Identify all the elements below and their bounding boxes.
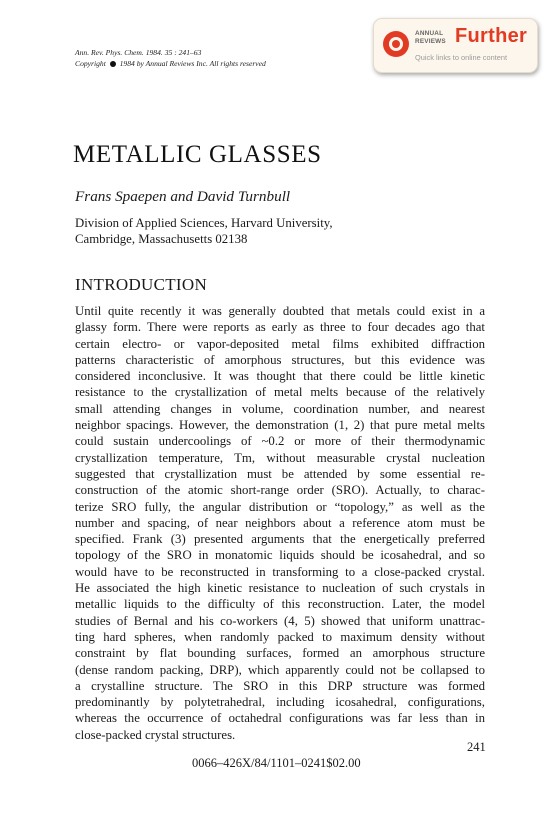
badge-reviews-label: REVIEWS	[415, 38, 446, 45]
copyright-line	[75, 58, 266, 69]
body-line: Until quite recently it was generally doubted that metals could exist in a	[75, 304, 485, 318]
section-heading: INTRODUCTION	[75, 275, 208, 294]
annual-reviews-logo-icon	[383, 31, 409, 57]
author-affiliation	[75, 215, 333, 247]
body-line: patterns characteristic of amorphous structures, but this evidence was	[75, 352, 485, 367]
body-line: terize SRO fully, the angular distribution or “topology,” as well as the	[75, 499, 485, 514]
body-line: metallic liquids to the difficulty of this reconstruction. Later, the model	[75, 597, 485, 612]
affiliation-line2: Cambridge, Massachusetts 02138	[75, 232, 248, 247]
body-line: glassy form. There were reports as early as three to four decades ago that	[75, 320, 485, 335]
article-title: METALLIC GLASSES	[73, 141, 322, 168]
body-line: studies of Bernal and his co-workers (4, 5) showed that uniform unattrac-	[75, 613, 485, 628]
affiliation-line1: Division of Applied Sciences, Harvard University,	[75, 216, 333, 230]
body-line: small attending changes in volume, coordination number, and nearest	[75, 401, 485, 416]
copyright-dot-icon	[110, 61, 116, 67]
body-line: He associated the high kinetic resistance to nucleation of such crystals in	[75, 581, 485, 596]
body-paragraph	[75, 303, 485, 743]
journal-citation	[75, 47, 266, 69]
copyright-label: Copyright	[75, 59, 106, 68]
annual-reviews-further-badge[interactable]	[373, 18, 538, 73]
body-line: specified. Frank (3) presented arguments that the energetically preferred	[75, 532, 485, 547]
body-line: (dense random packing, DRP), which apparently could not be collapsed to	[75, 662, 485, 677]
badge-annual-label: ANNUAL	[415, 30, 444, 37]
body-line: constraint by flat bounding surfaces, formed an amorphous structure	[75, 646, 485, 661]
copyright-text: 1984 by Annual Reviews Inc. All rights reserved	[119, 59, 266, 68]
body-line: certain electro- or vapor-deposited metal films exhibited diffraction	[75, 336, 485, 351]
body-line: predominantly by polytetrahedral, including icosahedral, configurations,	[75, 695, 485, 710]
body-line: suggested that crystallization must be attended by some essential re-	[75, 466, 485, 481]
body-line: construction of the atomic short-range order (SRO). Actually, to charac-	[75, 483, 485, 498]
body-line: whereas the occurrence of octahedral configurations was far less than in	[75, 711, 485, 726]
body-line: number and spacing, of near neighbors about a reference atom must be	[75, 515, 485, 530]
badge-tagline: Quick links to online content	[415, 53, 508, 62]
body-line: would have to be reconstructed in transforming to a close-packed crystal.	[75, 564, 485, 579]
body-line: neighbor spacings. However, the demonstration (1, 2) that pure metal melts	[75, 418, 485, 433]
body-line: topology of the SRO in monatomic liquids should be icosahedral, and so	[75, 548, 485, 563]
page-number: 241	[467, 740, 486, 754]
badge-further-label: Further	[455, 25, 528, 47]
body-line: crystallization temperature, Tm, without measurable crystal nucleation	[75, 450, 485, 465]
article-code: 0066–426X/84/1101–0241$02.00	[192, 756, 361, 770]
body-line: a crystalline structure. The SRO in this DRP structure was formed	[75, 678, 485, 693]
journal-citation-line1: Ann. Rev. Phys. Chem. 1984. 35 : 241–63	[75, 48, 202, 57]
body-line: considered inconclusive. It was thought that there could be little kinetic	[75, 369, 485, 384]
body-line: could sustain undercoolings of ~0.2 or more of their thermodynamic	[75, 434, 485, 449]
body-line: close-packed crystal structures.	[75, 727, 236, 742]
article-authors: Frans Spaepen and David Turnbull	[75, 188, 291, 205]
body-line: ting hard spheres, when randomly packed to maximum density without	[75, 629, 485, 644]
body-line: resistance to the crystallization of metal melts because of the relatively	[75, 385, 485, 400]
